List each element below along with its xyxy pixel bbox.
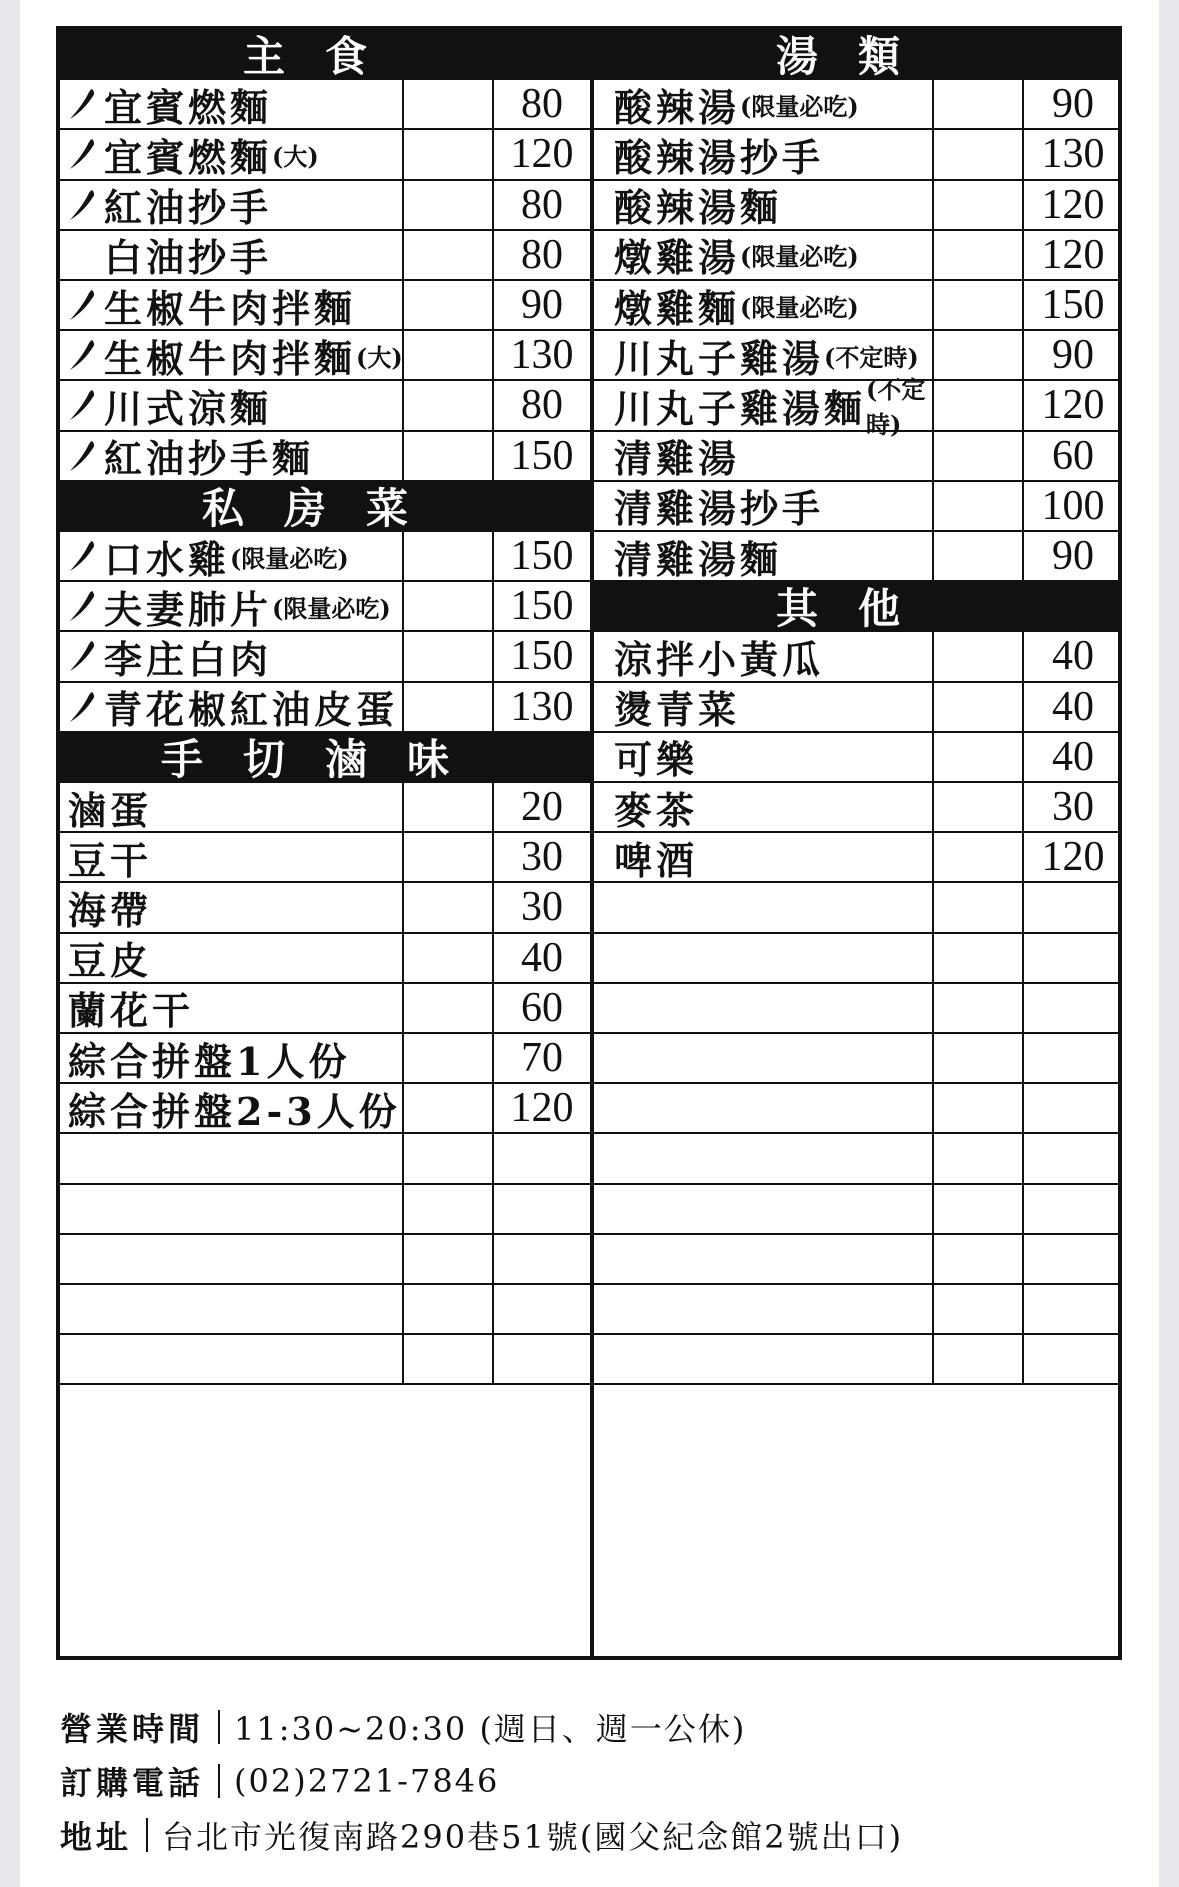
spacer-cell	[934, 80, 1024, 128]
chili-pepper-icon	[68, 86, 98, 122]
spacer-cell	[404, 833, 494, 881]
item-name-cell	[594, 934, 934, 982]
item-price: 40	[521, 934, 563, 981]
chili-pepper-icon	[68, 538, 98, 574]
item-name-cell	[60, 432, 404, 480]
menu-row	[594, 733, 1122, 783]
spacer-cell	[934, 1185, 1024, 1233]
item-name: 海帶	[68, 887, 153, 933]
menu-row	[60, 281, 590, 331]
chili-pepper-icon	[68, 136, 98, 172]
menu-row	[60, 883, 590, 933]
item-name-cell	[60, 683, 404, 731]
item-price: 120	[1041, 181, 1105, 228]
menu-row	[594, 532, 1122, 582]
item-name-cell	[60, 1235, 404, 1283]
hours-label: 營業時間	[60, 1710, 205, 1748]
item-price	[1024, 1134, 1122, 1182]
menu-row	[60, 1285, 590, 1335]
spacer-cell	[404, 1134, 494, 1182]
item-name: 清雞湯	[614, 436, 741, 482]
item-price: 80	[521, 181, 563, 228]
item-name-cell	[594, 683, 934, 731]
item-name-cell	[60, 381, 404, 429]
item-name: 口水雞	[104, 536, 231, 582]
spacer-cell	[404, 1034, 494, 1082]
item-price: 120	[510, 131, 574, 178]
item-name-cell	[594, 833, 934, 881]
menu-row	[594, 883, 1122, 933]
spacer-cell	[404, 80, 494, 128]
item-name-cell	[594, 733, 934, 781]
menu-row	[594, 984, 1122, 1034]
spacer-cell	[404, 883, 494, 931]
item-name-cell	[594, 1084, 934, 1132]
menu-row	[60, 1335, 590, 1385]
spacer-cell	[404, 532, 494, 580]
item-name-cell	[594, 482, 934, 530]
item-name-cell	[60, 1034, 404, 1082]
item-price: 100	[1041, 482, 1105, 529]
item-name-cell	[60, 883, 404, 931]
item-price: 150	[510, 583, 574, 630]
spacer-cell	[934, 632, 1024, 680]
menu-row	[594, 1084, 1122, 1134]
item-note: (大)	[272, 141, 319, 171]
spacer-cell	[404, 331, 494, 379]
item-name-cell	[60, 281, 404, 329]
item-name: 酸辣湯麵	[614, 185, 783, 231]
item-note: (不定時)	[866, 375, 926, 440]
footer-info	[60, 1700, 1140, 1862]
spacer-cell	[934, 130, 1024, 178]
menu-row	[594, 683, 1122, 733]
item-price	[494, 1235, 590, 1283]
address-value: 台北市光復南路290巷51號(國父紀念館2號出口)	[162, 1818, 904, 1856]
item-name-cell	[60, 181, 404, 229]
spacer-cell	[934, 1034, 1024, 1082]
item-name-cell	[594, 1185, 934, 1233]
phone-value: (02)2721-7846	[234, 1762, 500, 1800]
item-name: 紅油抄手	[104, 185, 273, 231]
spacer-cell	[404, 683, 494, 731]
item-name-cell	[60, 80, 404, 128]
item-price: 80	[521, 231, 563, 278]
item-name-cell	[594, 632, 934, 680]
item-price: 90	[521, 282, 563, 329]
item-name-cell	[594, 375, 934, 440]
item-name: 蘭花干	[68, 988, 195, 1034]
item-name-cell	[60, 833, 404, 881]
menu-row	[60, 1235, 590, 1285]
menu-row	[60, 1134, 590, 1184]
menu-row	[60, 833, 590, 883]
item-name: 可樂	[614, 737, 699, 783]
item-name-cell	[594, 1285, 934, 1333]
menu-row	[60, 934, 590, 984]
item-name: 白油抄手	[104, 235, 273, 281]
item-price: 60	[521, 984, 563, 1031]
menu-row	[60, 1034, 590, 1084]
menu-row	[60, 1185, 590, 1235]
item-name-cell	[60, 1185, 404, 1233]
spacer-cell	[934, 883, 1024, 931]
item-price	[1024, 883, 1122, 931]
menu-row	[594, 632, 1122, 682]
spacer-cell	[934, 783, 1024, 831]
menu-row	[594, 1034, 1122, 1084]
item-price: 150	[510, 533, 574, 580]
menu-row	[60, 231, 590, 281]
item-name-cell	[60, 1134, 404, 1182]
section-header: 主食	[60, 30, 590, 80]
item-name-cell	[594, 80, 934, 128]
hours-line	[60, 1700, 1140, 1754]
item-price: 150	[510, 432, 574, 479]
item-price: 120	[1041, 231, 1105, 278]
item-name-cell	[594, 130, 934, 178]
chili-pepper-icon	[68, 337, 98, 373]
item-name-cell	[60, 582, 404, 630]
spacer-cell	[934, 683, 1024, 731]
item-name: 李庄白肉	[104, 636, 273, 682]
spacer-cell	[404, 1084, 494, 1132]
menu-row	[60, 984, 590, 1034]
spacer-cell	[404, 130, 494, 178]
spacer-cell	[934, 231, 1024, 279]
item-price: 120	[1041, 382, 1105, 429]
phone-label: 訂購電話	[60, 1764, 205, 1802]
spacer-cell	[934, 181, 1024, 229]
menu-row	[594, 331, 1122, 381]
chili-pepper-icon	[68, 588, 98, 624]
item-name-cell	[60, 1084, 404, 1132]
item-price: 80	[521, 382, 563, 429]
menu-row	[594, 482, 1122, 532]
item-name: 燉雞麵	[614, 285, 741, 331]
menu-row	[60, 432, 590, 482]
item-note: (限量必吃)	[272, 593, 391, 623]
address-line	[60, 1808, 1140, 1862]
item-price	[494, 1285, 590, 1333]
menu-row	[60, 80, 590, 130]
item-price: 40	[1052, 733, 1094, 780]
menu-row	[594, 181, 1122, 231]
chili-pepper-icon	[68, 287, 98, 323]
item-price: 40	[1052, 683, 1094, 730]
item-note: (限量必吃)	[230, 543, 349, 573]
item-name: 燉雞湯	[614, 235, 741, 281]
item-name: 紅油抄手麵	[104, 436, 315, 482]
spacer-cell	[404, 231, 494, 279]
item-price: 70	[521, 1035, 563, 1082]
item-price	[494, 1134, 590, 1182]
menu-row	[594, 1285, 1122, 1335]
item-name-cell	[60, 632, 404, 680]
menu-row	[594, 231, 1122, 281]
item-price: 120	[510, 1085, 574, 1132]
section-header: 私房菜	[60, 482, 590, 532]
spacer-cell	[934, 281, 1024, 329]
menu-row	[60, 783, 590, 833]
item-price	[1024, 1084, 1122, 1132]
spacer-cell	[404, 1335, 494, 1383]
item-name-cell	[594, 432, 934, 480]
spacer-cell	[934, 733, 1024, 781]
item-price: 20	[521, 784, 563, 831]
item-name: 生椒牛肉拌麵	[104, 285, 357, 331]
menu-row	[594, 934, 1122, 984]
item-price: 150	[1041, 282, 1105, 329]
item-price: 80	[521, 81, 563, 128]
menu-row	[60, 532, 590, 582]
item-price: 150	[510, 633, 574, 680]
spacer-cell	[934, 934, 1024, 982]
item-name-cell	[594, 1134, 934, 1182]
menu-row	[60, 181, 590, 231]
item-name: 川丸子雞湯麵	[614, 385, 867, 431]
item-note: (大)	[356, 342, 403, 372]
item-name-cell	[60, 934, 404, 982]
item-name: 生椒牛肉拌麵	[104, 335, 357, 381]
phone-line	[60, 1754, 1140, 1808]
menu-row	[594, 281, 1122, 331]
item-name: 酸辣湯	[614, 84, 741, 130]
item-price: 40	[1052, 633, 1094, 680]
spacer-cell	[404, 381, 494, 429]
item-name-cell	[594, 181, 934, 229]
menu-row	[594, 1335, 1122, 1385]
item-price	[1024, 1034, 1122, 1082]
spacer-cell	[404, 632, 494, 680]
menu-row	[60, 632, 590, 682]
spacer-cell	[934, 1134, 1024, 1182]
item-name-cell	[594, 1335, 934, 1383]
item-price	[1024, 1235, 1122, 1283]
spacer-cell	[404, 432, 494, 480]
divider	[146, 1818, 148, 1852]
spacer-cell	[404, 1285, 494, 1333]
section-header: 湯類	[594, 30, 1122, 80]
spacer-cell	[404, 1235, 494, 1283]
item-price: 60	[1052, 432, 1094, 479]
item-name: 涼拌小黃瓜	[614, 636, 825, 682]
item-note: (限量必吃)	[740, 292, 859, 322]
item-name: 豆皮	[68, 938, 153, 984]
item-price: 130	[1041, 131, 1105, 178]
spacer-cell	[404, 934, 494, 982]
item-name: 豆干	[68, 837, 153, 883]
hours-value: 11:30~20:30 (週日、週一公休)	[234, 1710, 747, 1748]
item-name-cell	[594, 231, 934, 279]
menu-row	[594, 432, 1122, 482]
menu-row	[594, 80, 1122, 130]
item-price: 30	[521, 884, 563, 931]
spacer-cell	[404, 582, 494, 630]
item-price	[1024, 984, 1122, 1032]
item-name-cell	[60, 1335, 404, 1383]
menu-row	[594, 1235, 1122, 1285]
item-price	[494, 1335, 590, 1383]
item-name: 綜合拼盤2-3人份	[68, 1088, 401, 1134]
menu-row	[594, 1185, 1122, 1235]
section-header: 手切滷味	[60, 733, 590, 783]
chili-pepper-icon	[68, 689, 98, 725]
item-price: 90	[1052, 81, 1094, 128]
chili-pepper-icon	[68, 638, 98, 674]
item-note: (限量必吃)	[740, 91, 859, 121]
item-name-cell	[60, 1285, 404, 1333]
item-price: 90	[1052, 332, 1094, 379]
item-name-cell	[594, 783, 934, 831]
section-header: 其他	[594, 582, 1122, 632]
address-label: 地址	[60, 1818, 133, 1856]
item-name-cell	[60, 231, 404, 279]
item-name-cell	[594, 984, 934, 1032]
divider	[218, 1710, 220, 1744]
item-name-cell	[594, 281, 934, 329]
spacer-cell	[404, 181, 494, 229]
spacer-cell	[934, 984, 1024, 1032]
item-price	[494, 1185, 590, 1233]
menu-row	[594, 833, 1122, 883]
item-name-cell	[60, 331, 404, 379]
item-name: 川丸子雞湯	[614, 335, 825, 381]
chili-pepper-icon	[68, 438, 98, 474]
item-name-cell	[60, 783, 404, 831]
spacer-cell	[404, 281, 494, 329]
divider	[218, 1764, 220, 1798]
menu-row	[60, 582, 590, 632]
menu-row	[60, 381, 590, 431]
item-name-cell	[60, 130, 404, 178]
menu-row	[60, 1084, 590, 1134]
item-price: 90	[1052, 533, 1094, 580]
spacer-cell	[934, 833, 1024, 881]
item-name: 宜賓燃麵	[104, 84, 273, 130]
menu-table	[56, 26, 1122, 1660]
item-price: 120	[1041, 834, 1105, 881]
item-name: 青花椒紅油皮蛋	[104, 687, 399, 733]
item-name: 綜合拼盤1人份	[68, 1038, 351, 1084]
spacer-cell	[404, 783, 494, 831]
menu-row	[594, 375, 1122, 440]
menu-row	[594, 130, 1122, 180]
item-name: 滷蛋	[68, 787, 153, 833]
item-price: 130	[510, 332, 574, 379]
item-name: 川式涼麵	[104, 385, 273, 431]
spacer-cell	[934, 1084, 1024, 1132]
menu-row	[594, 1134, 1122, 1184]
spacer-cell	[934, 482, 1024, 530]
chili-pepper-icon	[68, 187, 98, 223]
spacer-cell	[934, 1235, 1024, 1283]
item-name: 酸辣湯抄手	[614, 134, 825, 180]
item-name: 宜賓燃麵	[104, 134, 273, 180]
item-name-cell	[594, 1034, 934, 1082]
item-price: 30	[1052, 784, 1094, 831]
item-price: 130	[510, 683, 574, 730]
item-price	[1024, 1285, 1122, 1333]
item-name-cell	[594, 1235, 934, 1283]
spacer-cell	[934, 1335, 1024, 1383]
item-name-cell	[60, 984, 404, 1032]
menu-row	[60, 331, 590, 381]
item-note: (不定時)	[824, 342, 919, 372]
spacer-cell	[934, 331, 1024, 379]
item-name-cell	[594, 883, 934, 931]
spacer-cell	[404, 984, 494, 1032]
menu-row	[594, 783, 1122, 833]
spacer-cell	[934, 381, 1024, 429]
item-note: (限量必吃)	[740, 242, 859, 272]
item-price	[1024, 934, 1122, 982]
item-price	[1024, 1185, 1122, 1233]
spacer-cell	[934, 532, 1024, 580]
item-price: 30	[521, 834, 563, 881]
menu-row	[60, 683, 590, 733]
spacer-cell	[934, 1285, 1024, 1333]
item-price	[1024, 1335, 1122, 1383]
item-name-cell	[60, 532, 404, 580]
item-name: 夫妻肺片	[104, 586, 273, 632]
item-name: 清雞湯麵	[614, 536, 783, 582]
spacer-cell	[404, 1185, 494, 1233]
item-name-cell	[594, 532, 934, 580]
menu-row	[60, 130, 590, 180]
spacer-cell	[934, 432, 1024, 480]
item-name: 清雞湯抄手	[614, 486, 825, 532]
item-name: 啤酒	[614, 837, 699, 883]
item-name: 燙青菜	[614, 687, 741, 733]
item-name: 麥茶	[614, 787, 699, 833]
chili-pepper-icon	[68, 387, 98, 423]
